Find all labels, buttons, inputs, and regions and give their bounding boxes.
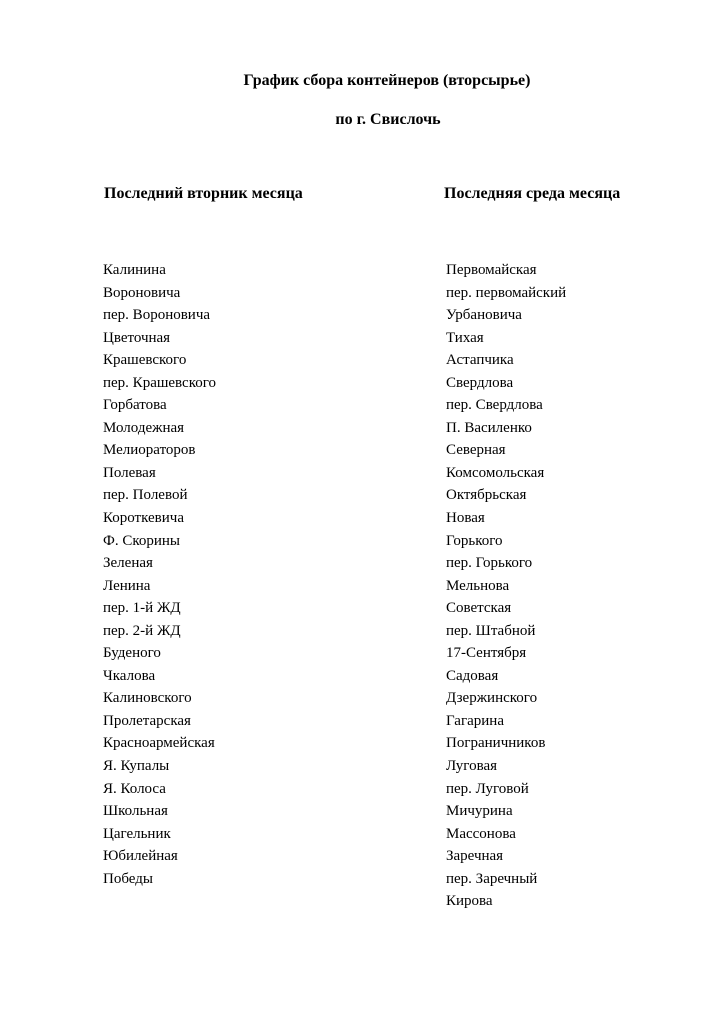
street-list-item: Молодежная [103, 419, 185, 436]
street-list-item: Пограничников [446, 735, 546, 752]
street-list-item: Астапчика [446, 352, 514, 369]
street-list-item: Мелиораторов [103, 442, 196, 459]
street-list-item: Мельнова [446, 577, 510, 594]
street-list-item: пер. первомайский [446, 284, 567, 301]
street-list-item: Чкалова [103, 667, 156, 684]
street-list-item: Зеленая [103, 555, 153, 572]
street-list-item: Садовая [446, 667, 499, 684]
document-subtitle: по г. Свислочь [335, 111, 441, 128]
street-list-item: Урбановича [446, 307, 522, 324]
street-list-item: Дзержинского [446, 690, 538, 707]
street-list-item: Ленина [103, 577, 151, 594]
document-title: График сбора контейнеров (вторсырье) [243, 72, 531, 89]
street-list-item: Буденого [103, 645, 161, 662]
street-list-item: 17-Сентября [446, 645, 527, 662]
street-list-item: Советская [446, 600, 512, 617]
street-list-item: Луговая [446, 758, 498, 775]
street-list-item: пер. 2-й ЖД [103, 622, 181, 639]
street-list-item: пер. 1-й ЖД [103, 600, 181, 617]
tuesday-column-header: Последний вторник месяца [104, 185, 303, 202]
street-list-item: пер. Луговой [446, 780, 529, 797]
street-list-item: Я. Колоса [103, 780, 166, 797]
street-list-item: Ф. Скорины [103, 532, 181, 549]
street-list-item: Мичурина [446, 803, 513, 820]
street-list-item: Гагарина [446, 712, 504, 729]
street-list-item: пер. Вороновича [103, 307, 211, 324]
wednesday-column-header: Последняя среда месяца [444, 185, 621, 202]
street-list-item: Цветочная [103, 329, 171, 346]
street-list-item: Свердлова [446, 374, 514, 391]
street-list-item: Вороновича [103, 284, 181, 301]
street-list-item: Массонова [446, 825, 516, 842]
street-list-item: Горького [446, 532, 503, 549]
street-list-item: пер. Полевой [103, 487, 188, 504]
street-list-item: Калиновского [103, 690, 192, 707]
wednesday-street-list [446, 259, 566, 913]
street-list-item: Пролетарская [103, 712, 191, 729]
street-list-item: Цагельник [103, 825, 171, 842]
street-list-item: пер. Горького [446, 555, 533, 572]
street-list-item: Заречная [446, 848, 504, 865]
street-list-item: Красноармейская [103, 735, 215, 752]
street-list-item: Кирова [446, 893, 493, 910]
street-list-item: Первомайская [446, 262, 537, 278]
street-list-item: Калинина [103, 262, 166, 278]
street-list-item: пер. Заречный [446, 870, 538, 887]
street-list-item: Новая [446, 510, 485, 527]
street-list-item: Полевая [103, 464, 156, 481]
street-list-item: Я. Купалы [103, 758, 170, 775]
street-list-item: пер. Крашевского [103, 374, 217, 391]
street-list-item: Юбилейная [103, 848, 178, 865]
tuesday-street-list [103, 259, 216, 890]
street-list-item: Тихая [446, 329, 484, 346]
street-list-item: Октябрьская [446, 487, 527, 504]
street-list-item: Северная [446, 442, 506, 459]
street-list-item: Победы [103, 870, 153, 887]
street-list-item: Школьная [103, 803, 168, 820]
street-list-item: пер. Штабной [446, 622, 536, 639]
street-list-item: Комсомольская [446, 464, 545, 481]
street-list-item: пер. Свердлова [446, 397, 543, 414]
street-list-item: Горбатова [103, 397, 167, 414]
street-list-item: П. Василенко [446, 419, 532, 436]
street-list-item: Короткевича [103, 510, 184, 527]
street-list-item: Крашевского [103, 352, 187, 369]
